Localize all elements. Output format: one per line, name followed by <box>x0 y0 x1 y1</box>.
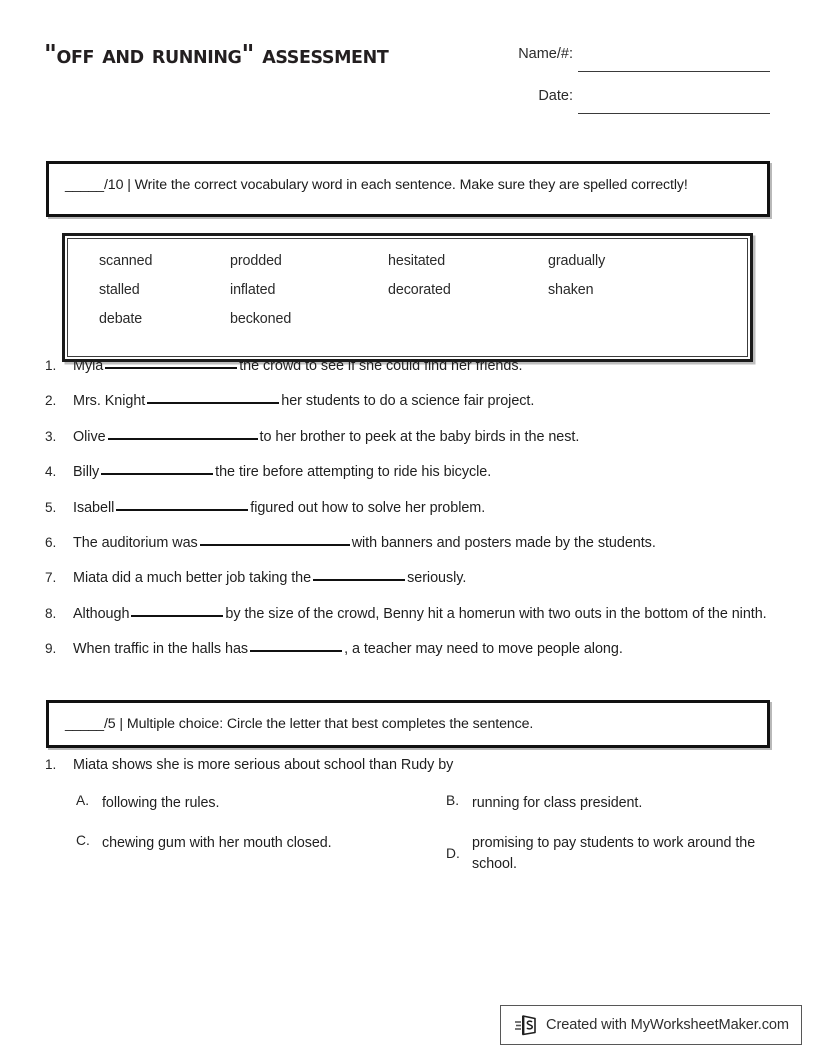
word-bank-word: gradually <box>548 253 606 269</box>
question-text-after: with banners and posters made by the students. <box>351 534 656 551</box>
question-item <box>44 391 772 412</box>
word-bank-word: shaken <box>548 282 594 298</box>
question-text <box>73 356 772 377</box>
option-text: chewing gum with her mouth closed. <box>102 835 332 852</box>
question-stem-text: Miata shows she is more serious about school than Rudy by <box>73 757 454 773</box>
question-text-before: Myla <box>73 358 104 374</box>
answer-blank[interactable] <box>200 544 350 546</box>
date-field-label: Date: <box>538 88 573 104</box>
answer-blank[interactable] <box>313 579 405 581</box>
option-text: following the rules. <box>102 795 220 811</box>
question-text-after: seriously. <box>407 570 467 587</box>
question-text-after: , a teacher may need to move people along. <box>344 641 623 657</box>
question-text <box>73 568 772 589</box>
name-field-rule[interactable] <box>578 71 770 72</box>
question-item <box>44 498 772 519</box>
option-c[interactable] <box>76 833 446 874</box>
question-item <box>44 533 772 554</box>
word-bank-word: hesitated <box>388 253 446 269</box>
instruction-text-section-two: _____/5 | Multiple choice: Circle the letter that best completes the sentence. <box>65 716 534 732</box>
question-text-after: to her brother to peek at the baby birds in the nest. <box>259 428 580 445</box>
multiple-choice-question <box>44 757 772 773</box>
page-title: "off and running" assessment <box>44 40 389 70</box>
question-text <box>73 604 772 625</box>
instruction-box-section-two <box>46 700 770 748</box>
question-text-before: When traffic in the halls has <box>73 641 249 657</box>
word-bank-row <box>68 253 747 282</box>
option-row <box>76 833 772 874</box>
question-number: 8. <box>45 605 57 621</box>
word-bank-word: decorated <box>388 282 451 298</box>
word-bank-row <box>68 311 747 340</box>
question-item <box>44 639 772 660</box>
question-text <box>73 639 772 660</box>
option-letter[interactable]: C. <box>76 833 90 849</box>
answer-blank[interactable] <box>101 473 213 475</box>
date-field-rule[interactable] <box>578 113 770 114</box>
multiple-choice-options <box>44 793 772 874</box>
question-text-before: Isabell <box>73 499 115 516</box>
option-row <box>76 793 772 813</box>
instruction-box-section-one <box>46 161 770 217</box>
answer-blank[interactable] <box>250 650 342 652</box>
question-text-after: her students to do a science fair project. <box>281 393 535 410</box>
question-text-after: the tire before attempting to ride his bicycle. <box>215 464 492 481</box>
word-bank-word: prodded <box>230 253 282 269</box>
option-a[interactable] <box>76 793 446 813</box>
question-text-before: The auditorium was <box>73 534 198 551</box>
question-text <box>73 391 772 412</box>
word-bank-inner <box>67 238 748 357</box>
question-number: 1. <box>45 757 57 772</box>
name-field[interactable] <box>470 46 770 74</box>
question-text-before: Although <box>73 605 130 622</box>
word-bank-row <box>68 282 747 311</box>
fill-in-blank-question-list <box>44 356 772 674</box>
option-d[interactable] <box>446 833 772 874</box>
word-bank-word: debate <box>99 311 143 327</box>
question-item <box>44 427 772 448</box>
option-letter[interactable]: D. <box>446 846 460 862</box>
worksheet-maker-logo-icon <box>515 1013 537 1037</box>
option-text: running for class president. <box>472 795 643 811</box>
question-text <box>73 498 772 519</box>
question-text-after: figured out how to solve her problem. <box>250 499 486 516</box>
word-bank <box>62 233 753 362</box>
question-number: 5. <box>45 499 57 515</box>
question-number: 2. <box>45 393 57 409</box>
question-number: 3. <box>45 428 57 444</box>
worksheet-header <box>44 38 770 118</box>
question-text-before: Mrs. Knight <box>73 393 146 410</box>
question-text <box>73 462 772 483</box>
question-number: 9. <box>45 641 57 656</box>
option-letter[interactable]: B. <box>446 793 460 808</box>
question-item <box>44 568 772 589</box>
question-item <box>44 604 772 625</box>
option-b[interactable] <box>446 793 772 813</box>
question-text-after: by the size of the crowd, Benny hit a homerun with two outs in the bottom of the ninth. <box>225 605 767 622</box>
name-field-label: Name/#: <box>518 46 573 62</box>
question-text-after: the crowd to see if she could find her friends. <box>239 358 523 374</box>
option-text: promising to pay students to work around the school. <box>472 835 756 872</box>
question-item <box>44 356 772 377</box>
answer-blank[interactable] <box>108 438 258 440</box>
question-number: 6. <box>45 534 57 550</box>
word-bank-word: stalled <box>99 282 140 298</box>
question-text <box>73 533 772 554</box>
question-number: 4. <box>45 464 57 480</box>
question-text-before: Billy <box>73 464 100 481</box>
question-text <box>73 427 772 448</box>
answer-blank[interactable] <box>147 402 279 404</box>
question-number: 1. <box>45 358 57 373</box>
answer-blank[interactable] <box>105 367 237 369</box>
footer-attribution-text: Created with MyWorksheetMaker.com <box>546 1017 789 1033</box>
answer-blank[interactable] <box>131 615 223 617</box>
question-text-before: Olive <box>73 428 106 445</box>
instruction-text-section-one: _____/10 | Write the correct vocabulary word in each sentence. Make sure they are spelled correctly! <box>65 177 688 193</box>
date-field[interactable] <box>470 88 770 116</box>
word-bank-word: scanned <box>99 253 153 269</box>
word-bank-word: beckoned <box>230 311 292 327</box>
word-bank-word: inflated <box>230 282 276 298</box>
question-item <box>44 462 772 483</box>
question-text-before: Miata did a much better job taking the <box>73 570 312 587</box>
answer-blank[interactable] <box>116 509 248 511</box>
footer-attribution-badge[interactable] <box>500 1005 802 1045</box>
multiple-choice-section <box>44 757 772 894</box>
question-number: 7. <box>45 570 57 586</box>
option-letter[interactable]: A. <box>76 793 90 808</box>
